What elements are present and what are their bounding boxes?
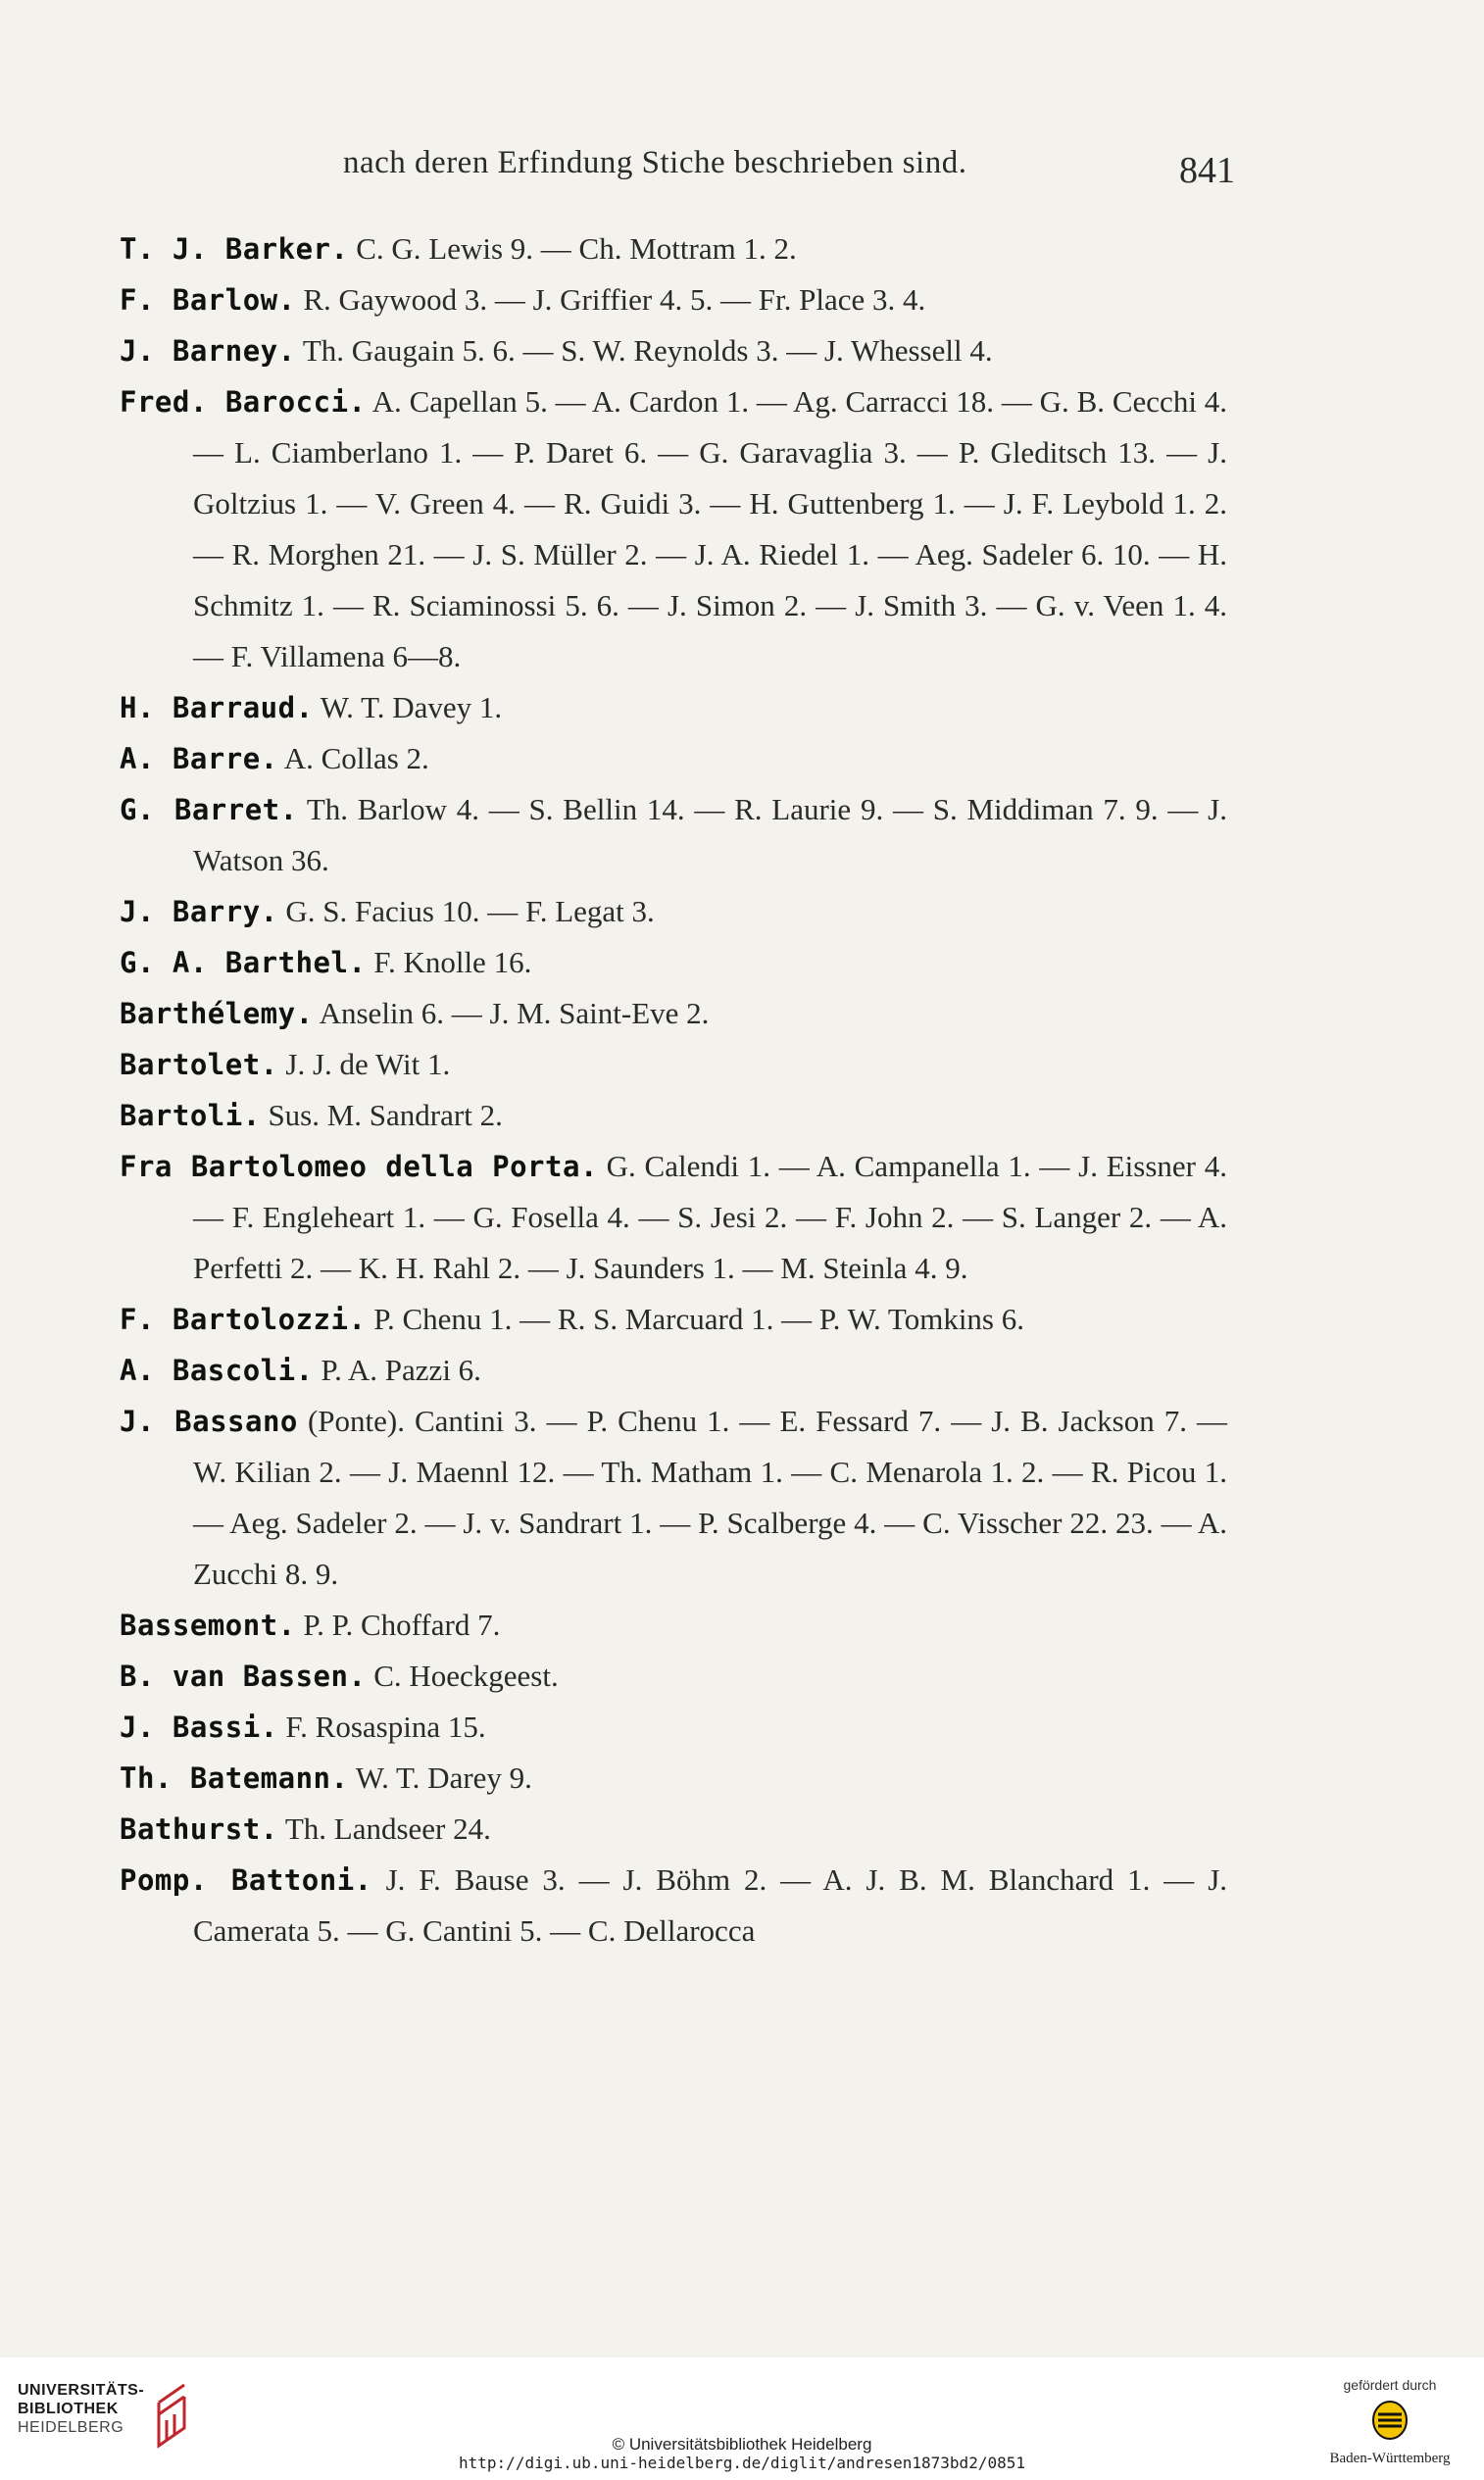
- entry-engravers: F. Knolle 16.: [373, 945, 532, 979]
- index-entry: [120, 1090, 1227, 1141]
- entry-engravers: G. Calendi 1. — A. Campanella 1. — J. Eissner 4. — F. Engleheart 1. — G. Fosella 4. — S. Jesi 2. — F. John 2. — S. Langer 2. — A. Perfetti 2. — K. H. Rahl 2. — J. Saunders 1. — M. Steinla 4. 9.: [193, 1149, 1227, 1285]
- index-entry: [120, 1294, 1227, 1345]
- entry-engravers: G. S. Facius 10. — F. Legat 3.: [285, 894, 655, 928]
- entry-engravers: C. G. Lewis 9. — Ch. Mottram 1. 2.: [356, 231, 797, 266]
- index-entry: [120, 1753, 1227, 1804]
- entry-engravers: Th. Landseer 24.: [284, 1811, 491, 1846]
- funder-name: Baden-Württemberg: [1329, 2451, 1451, 2466]
- entry-engravers: C. Hoeckgeest.: [373, 1659, 559, 1693]
- funder-block: [1321, 2377, 1459, 2467]
- source-url-link[interactable]: http://digi.ub.uni-heidelberg.de/diglit/andresen1873bd2/0851: [459, 2454, 1025, 2472]
- index-entry: [120, 1039, 1227, 1090]
- copyright-text: © Universitätsbibliothek Heidelberg: [612, 2435, 872, 2454]
- index-entry: [120, 1651, 1227, 1702]
- index-entry: [120, 784, 1227, 886]
- entry-engravers: A. Collas 2.: [283, 741, 429, 775]
- entry-artist: T. J. Barker.: [120, 232, 349, 266]
- entry-artist: Bathurst.: [120, 1812, 278, 1846]
- entry-artist: Th. Batemann.: [120, 1761, 349, 1795]
- entry-engravers: P. Chenu 1. — R. S. Marcuard 1. — P. W. Tomkins 6.: [373, 1302, 1024, 1336]
- entry-engravers: Th. Gaugain 5. 6. — S. W. Reynolds 3. — J. Whessell 4.: [302, 333, 993, 368]
- entry-artist: F. Barlow.: [120, 283, 296, 317]
- entry-artist: J. Barney.: [120, 334, 296, 368]
- entry-artist: B. van Bassen.: [120, 1660, 367, 1693]
- entry-list: [120, 223, 1227, 1957]
- entry-engravers: F. Rosaspina 15.: [285, 1710, 486, 1744]
- entry-engravers: P. A. Pazzi 6.: [321, 1353, 481, 1387]
- library-name-line-2: BIBLIOTHEK: [18, 2401, 119, 2417]
- index-entry: [120, 1345, 1227, 1396]
- entry-engravers: W. T. Darey 9.: [355, 1761, 532, 1795]
- index-entry: [120, 988, 1227, 1039]
- entry-artist: A. Bascoli.: [120, 1354, 314, 1387]
- entry-artist: A. Barre.: [120, 742, 278, 775]
- entry-engravers: (Ponte). Cantini 3. — P. Chenu 1. — E. Fessard 7. — J. B. Jackson 7. — W. Kilian 2. — J. Maennl 12. — Th. Matham 1. — C. Menarola 1. 2. — R. Picou 1. — Aeg. Sadeler 2. — J. v. Sandrart 1. — P. Scalberge 4. — C. Visscher 22. 23. — A. Zucchi 8. 9.: [193, 1404, 1228, 1591]
- index-entry: [120, 1804, 1227, 1855]
- entry-engravers: Anselin 6. — J. M. Saint-Eve 2.: [319, 996, 710, 1030]
- page-number: 841: [1179, 150, 1235, 191]
- entry-artist: Barthélemy.: [120, 997, 314, 1030]
- index-entry: [120, 1702, 1227, 1753]
- entry-artist: Bassemont.: [120, 1609, 296, 1642]
- footer-bar: [0, 2357, 1484, 2480]
- entry-artist: Fra Bartolomeo della Porta.: [120, 1150, 598, 1183]
- running-title: nach deren Erfindung Stiche beschrieben sind.: [343, 145, 967, 180]
- index-entry: [120, 1600, 1227, 1651]
- entry-engravers: J. F. Bause 3. — J. Böhm 2. — A. J. B. M. Blanchard 1. — J. Camerata 5. — G. Cantini 5. — C. Dellarocca: [193, 1862, 1228, 1948]
- entry-artist: Fred. Barocci.: [120, 385, 367, 419]
- entry-artist: F. Bartolozzi.: [120, 1303, 367, 1336]
- library-name-line-3: HEIDELBERG: [18, 2419, 124, 2436]
- index-entry: [120, 325, 1227, 376]
- index-entry: [120, 682, 1227, 733]
- copyright-block: [0, 2435, 1484, 2472]
- entry-artist: J. Bassano: [120, 1405, 298, 1438]
- entry-artist: Bartolet.: [120, 1048, 278, 1081]
- index-entry: [120, 1396, 1227, 1600]
- index-entry: [120, 733, 1227, 784]
- entry-artist: H. Barraud.: [120, 691, 314, 724]
- page-header: [118, 145, 1235, 194]
- entry-artist: G. A. Barthel.: [120, 946, 367, 979]
- entry-artist: Pomp. Battoni.: [120, 1863, 372, 1897]
- entry-artist: Bartoli.: [120, 1099, 261, 1132]
- entry-engravers: W. T. Davey 1.: [320, 690, 503, 724]
- entry-artist: J. Bassi.: [120, 1711, 278, 1744]
- entry-engravers: A. Capellan 5. — A. Cardon 1. — Ag. Carracci 18. — G. B. Cecchi 4. — L. Ciamberlano 1. — P. Daret 6. — G. Garavaglia 3. — P. Gleditsch 13. — J. Goltzius 1. — V. Green 4. — R. Guidi 3. — H. Guttenberg 1. — J. F. Leybold 1. 2. — R. Morghen 21. — J. S. Müller 2. — J. A. Riedel 1. — Aeg. Sadeler 6. 10. — H. Schmitz 1. — R. Sciaminossi 5. 6. — J. Simon 2. — J. Smith 3. — G. v. Veen 1. 4. — F. Villamena 6—8.: [193, 384, 1228, 673]
- index-entry: [120, 376, 1227, 682]
- index-entry: [120, 1141, 1227, 1294]
- library-name-line-1: UNIVERSITÄTS-: [18, 2382, 145, 2399]
- state-crest-icon: [1368, 2399, 1411, 2442]
- entry-artist: J. Barry.: [120, 895, 278, 928]
- entry-artist: G. Barret.: [120, 793, 298, 826]
- entry-engravers: R. Gaywood 3. — J. Griffier 4. 5. — Fr. Place 3. 4.: [303, 282, 926, 317]
- index-entry: [120, 1855, 1227, 1957]
- entry-engravers: J. J. de Wit 1.: [285, 1047, 451, 1081]
- entry-engravers: Sus. M. Sandrart 2.: [268, 1098, 503, 1132]
- index-entry: [120, 274, 1227, 325]
- funded-by-label: gefördert durch: [1343, 2377, 1437, 2393]
- entry-engravers: Th. Barlow 4. — S. Bellin 14. — R. Laurie 9. — S. Middiman 7. 9. — J. Watson 36.: [193, 792, 1227, 877]
- index-entry: [120, 223, 1227, 274]
- entry-engravers: P. P. Choffard 7.: [303, 1608, 501, 1642]
- index-entry: [120, 886, 1227, 937]
- index-entry: [120, 937, 1227, 988]
